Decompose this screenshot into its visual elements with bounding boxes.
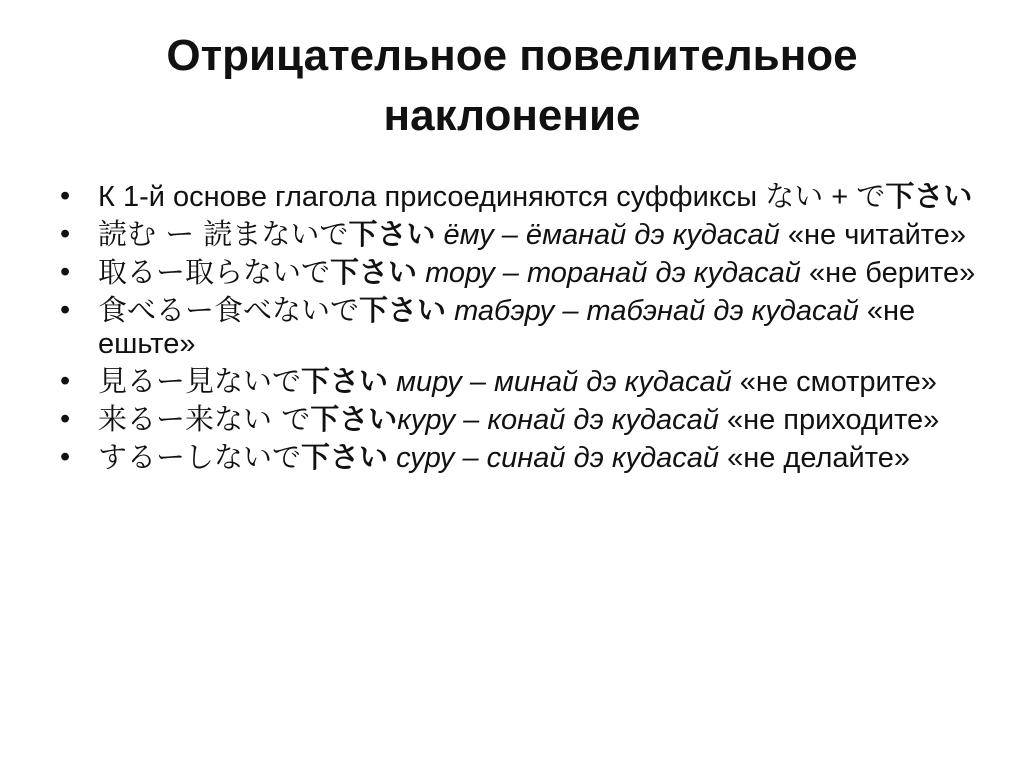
title-line-2: наклонение [383, 91, 641, 140]
bullet-item [56, 218, 976, 252]
bullet-translation: «не читайте» [779, 219, 967, 251]
bullet-japanese: で [856, 179, 886, 213]
bullet-japanese: 来るー来ない で [98, 402, 311, 436]
bullet-japanese-bold: 下さい [301, 440, 389, 474]
bullet-japanese-bold: 下さい [885, 179, 973, 213]
bullet-text: К 1-й основе глагола присоединяются суффиксы [98, 181, 766, 213]
bullet-japanese: 見るー見ないで [98, 364, 302, 398]
bullet-japanese-bold: 下さい [310, 402, 398, 436]
bullet-transliteration: ёму – ёманай дэ кудасай [435, 219, 780, 251]
bullet-transliteration: тору – торанай дэ кудасай [417, 257, 801, 289]
bullet-translation: «не приходите» [718, 404, 940, 436]
title-line-1: Отрицательное повелительное [166, 31, 858, 80]
bullet-transliteration: суру – синай дэ кудасай [388, 442, 720, 474]
bullet-transliteration: куру – конай дэ кудасай [397, 404, 719, 436]
bullet-japanese-bold: 下さい [301, 364, 389, 398]
bullet-translation: «не берите» [800, 257, 976, 289]
bullet-translation: «не ешьте» [98, 295, 916, 360]
bullet-japanese: ない [765, 179, 824, 213]
bullet-japanese: するーしないで [98, 440, 302, 474]
bullet-translation: «не смотрите» [731, 366, 937, 398]
bullet-transliteration: миру – минай дэ кудасай [388, 366, 732, 398]
bullet-item [56, 180, 976, 214]
bullet-text: + [823, 181, 857, 213]
bullet-translation: «не делайте» [719, 442, 910, 474]
bullet-item [56, 403, 976, 437]
slide-title [40, 26, 984, 146]
bullet-item [56, 256, 976, 290]
bullet-japanese: 読む ー 読まないで [98, 217, 349, 251]
bullet-japanese: 取るー取らないで [98, 255, 331, 289]
bullet-list [56, 180, 976, 479]
bullet-item [56, 441, 976, 475]
bullet-transliteration: табэру – табэнай дэ кудасай [446, 295, 859, 327]
bullet-japanese-bold: 下さい [330, 255, 418, 289]
bullet-item [56, 294, 976, 361]
bullet-japanese-bold: 下さい [359, 293, 447, 327]
bullet-japanese-bold: 下さい [348, 217, 436, 251]
bullet-japanese: 食べるー食べないで [98, 293, 360, 327]
bullet-item [56, 365, 976, 399]
